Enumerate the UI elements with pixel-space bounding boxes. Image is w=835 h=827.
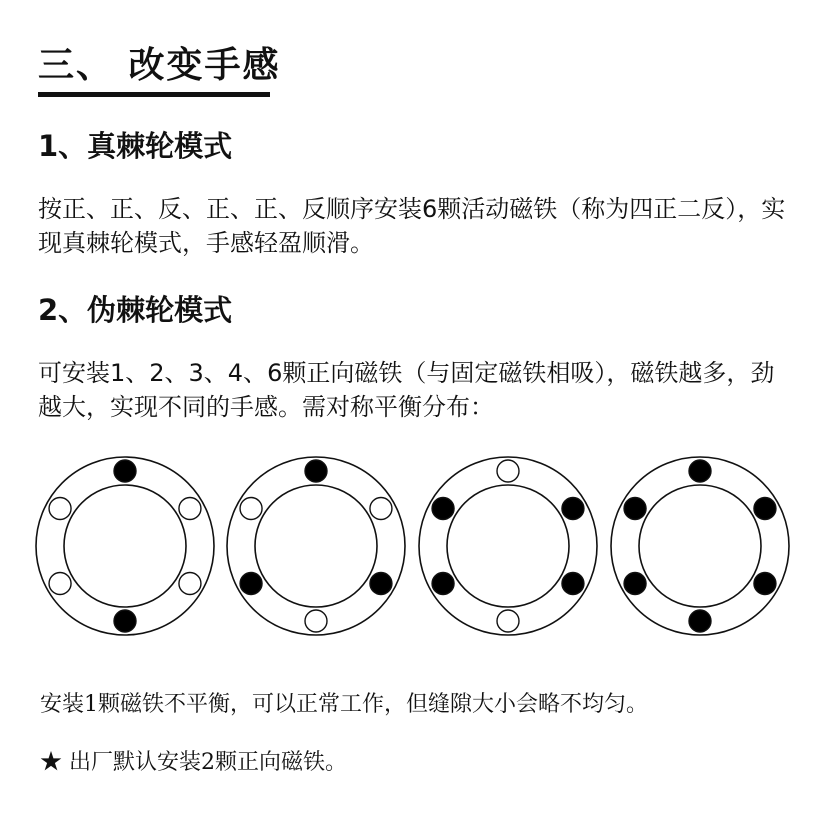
magnet-installed (114, 460, 136, 482)
magnet-installed (562, 573, 584, 595)
magnet-installed (624, 573, 646, 595)
ring-outer-circle (36, 457, 214, 635)
magnet-installed (432, 573, 454, 595)
ring-outer-circle (227, 457, 405, 635)
magnet-installed (240, 573, 262, 595)
magnet-ring-4 (611, 457, 789, 635)
magnet-slot-empty (179, 498, 201, 520)
magnet-slot-empty (49, 573, 71, 595)
magnet-installed (754, 573, 776, 595)
title-underline (38, 92, 270, 97)
magnet-slot-empty (240, 498, 262, 520)
magnet-installed (562, 498, 584, 520)
factory-default-note: ★ 出厂默认安装2颗正向磁铁。 (40, 750, 347, 775)
magnet-slot-empty (305, 610, 327, 632)
magnet-slot-empty (179, 573, 201, 595)
magnet-slot-empty (370, 498, 392, 520)
mode2-description: 可安装1、2、3、4、6颗正向磁铁（与固定磁铁相吸），磁铁越多，劲越大，实现不同的手感。需对称平衡分布： (38, 359, 775, 421)
magnet-ring-2 (227, 457, 405, 635)
unbalanced-note: 安装1颗磁铁不平衡，可以正常工作，但缝隙大小会略不均匀。 (40, 692, 648, 717)
magnet-installed (689, 610, 711, 632)
ring-outer-circle (419, 457, 597, 635)
magnet-installed (754, 498, 776, 520)
mode2-heading: 2、伪棘轮模式 (38, 293, 233, 327)
ring-inner-circle (64, 485, 186, 607)
magnet-layout-diagram (0, 450, 835, 650)
ring-inner-circle (447, 485, 569, 607)
magnet-installed (432, 498, 454, 520)
magnet-installed (689, 460, 711, 482)
magnet-installed (114, 610, 136, 632)
magnet-installed (305, 460, 327, 482)
magnet-slot-empty (497, 610, 519, 632)
magnet-slot-empty (49, 498, 71, 520)
magnet-installed (624, 498, 646, 520)
ring-outer-circle (611, 457, 789, 635)
magnet-ring-1 (36, 457, 214, 635)
mode1-description: 按正、正、反、正、正、反顺序安装6颗活动磁铁（称为四正二反），实现真棘轮模式，手感轻盈顺滑。 (38, 195, 786, 257)
section-title: 三、 改变手感 (38, 45, 281, 86)
mode1-heading: 1、真棘轮模式 (38, 129, 233, 163)
magnet-ring-3 (419, 457, 597, 635)
magnet-installed (370, 573, 392, 595)
ring-inner-circle (639, 485, 761, 607)
ring-inner-circle (255, 485, 377, 607)
magnet-slot-empty (497, 460, 519, 482)
